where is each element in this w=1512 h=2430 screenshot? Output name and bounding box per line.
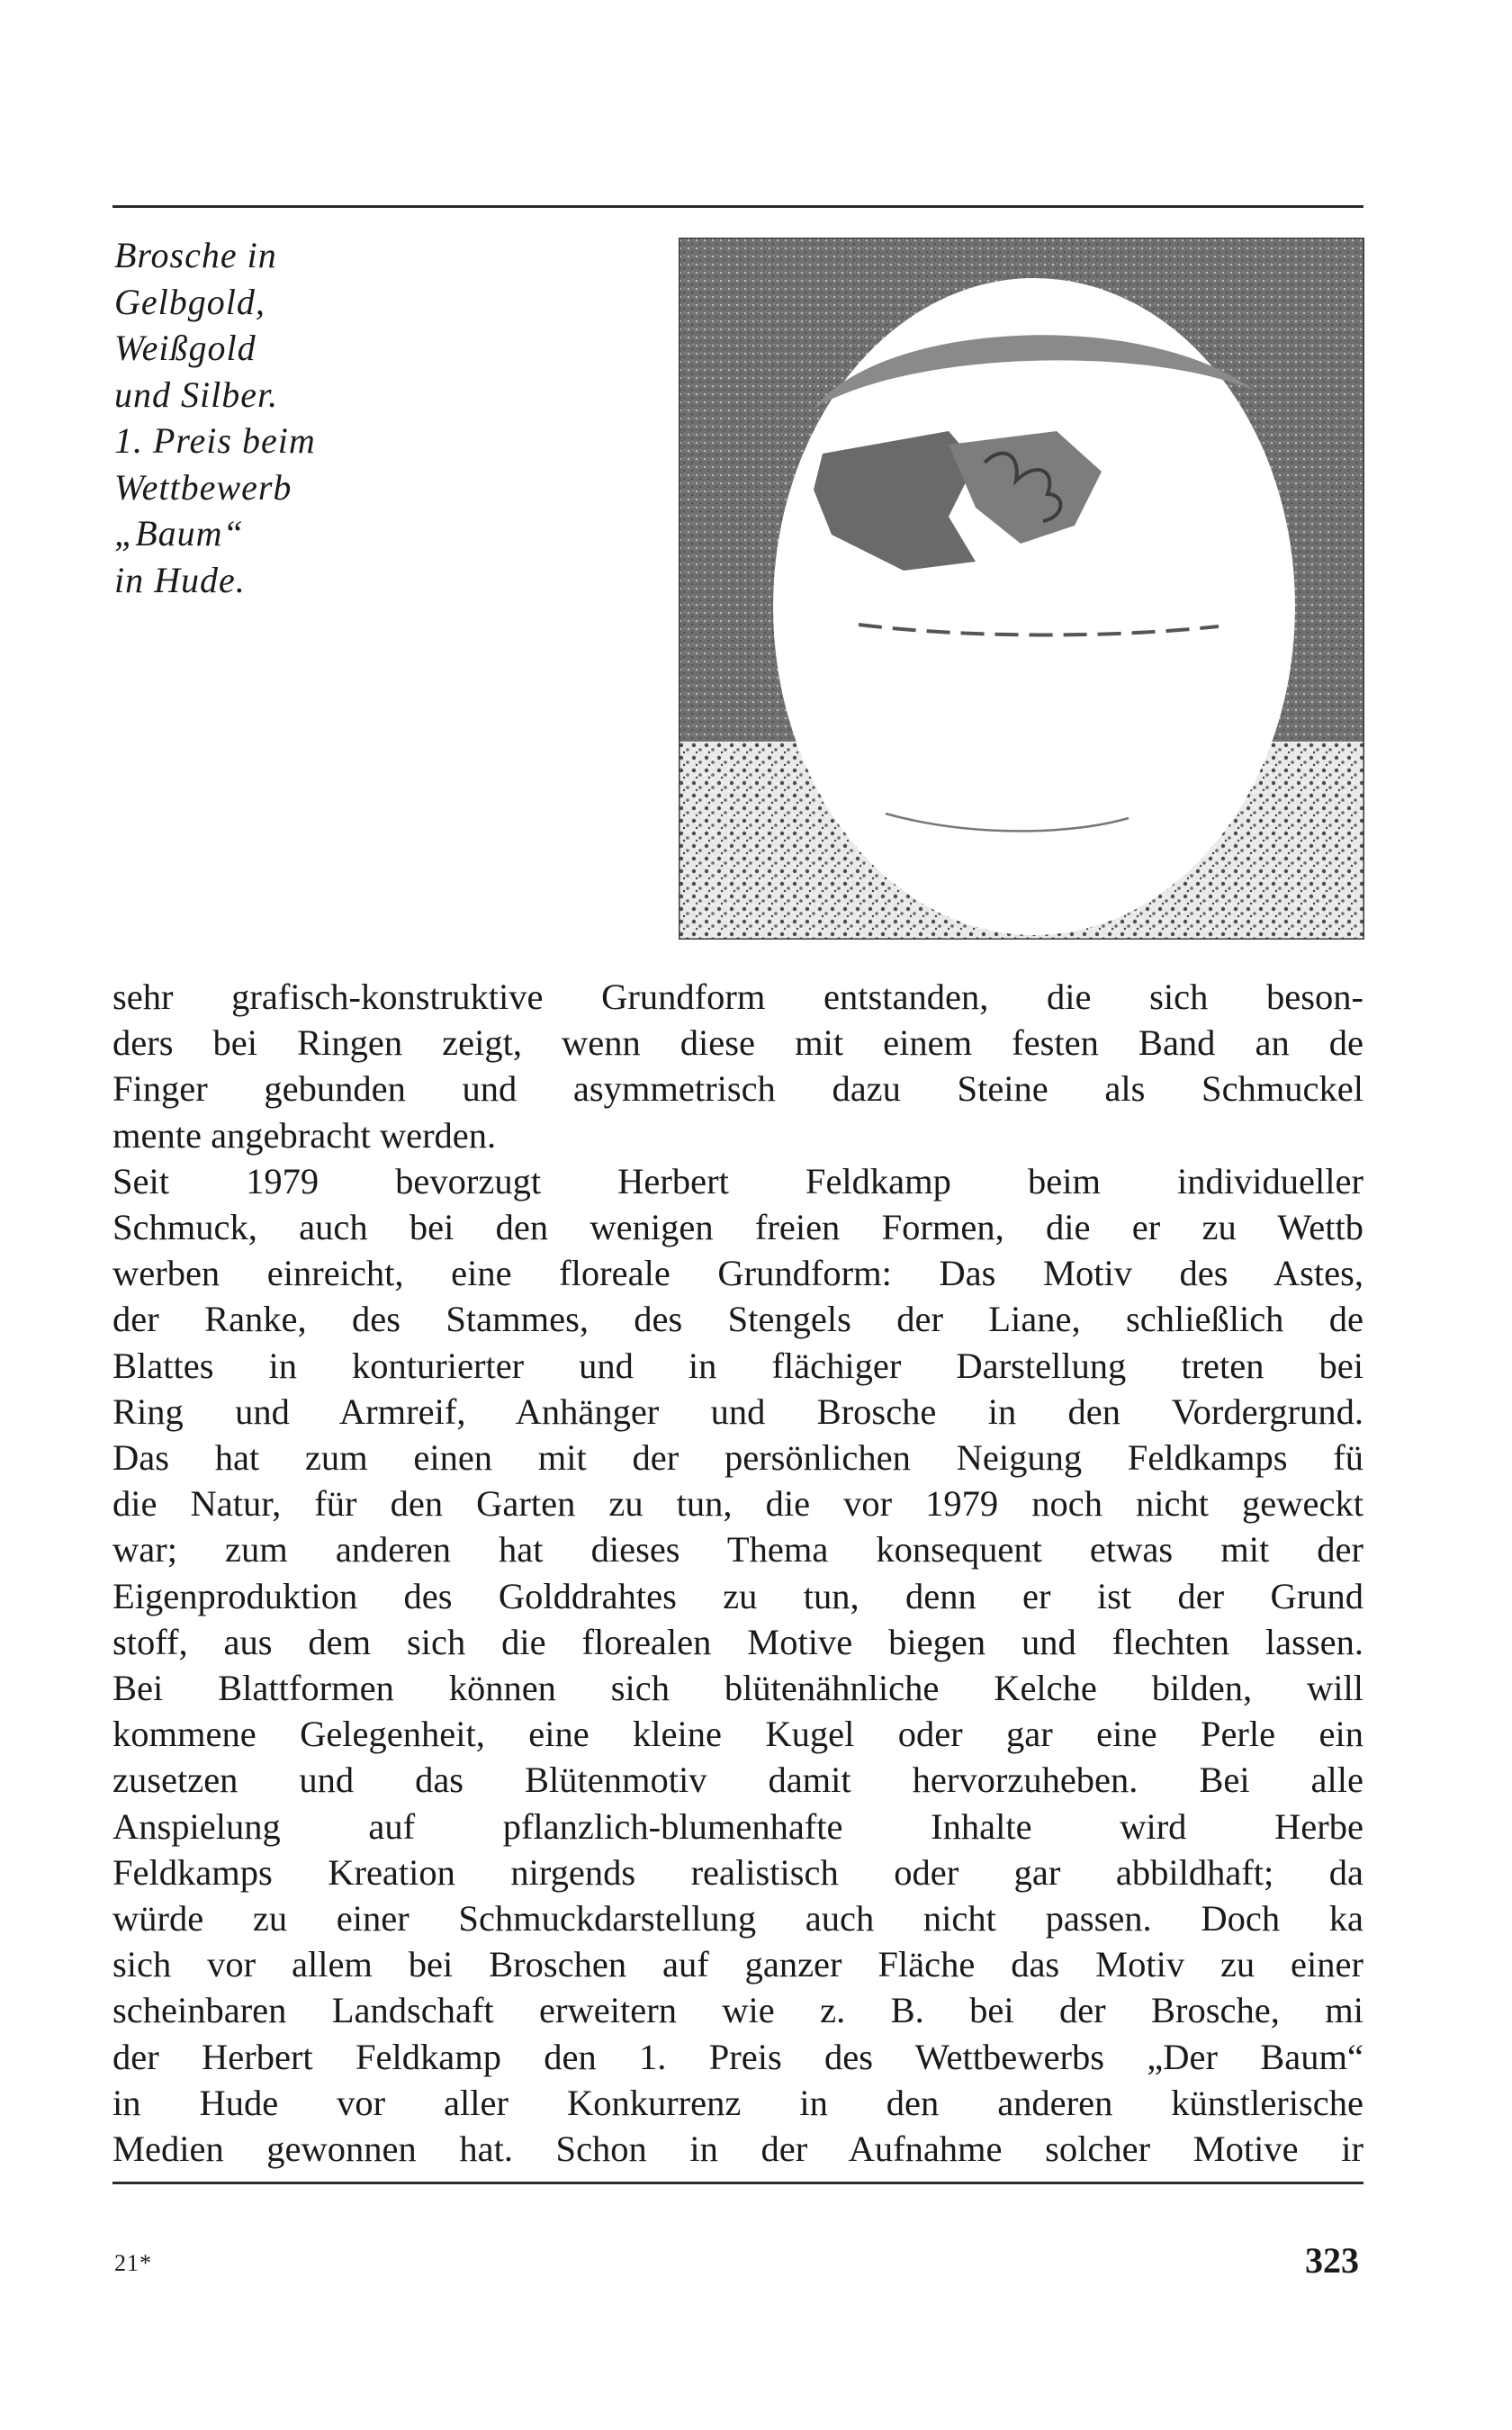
top-rule — [112, 205, 1364, 208]
text-line: Blattes in konturierter und in flächiger Darstellung treten bei — [112, 1345, 1364, 1386]
signature-mark: 21* — [114, 2250, 152, 2276]
text-line: die Natur, für den Garten zu tun, die vor 1979 noch nicht geweckt — [112, 1483, 1364, 1525]
text-line: Finger gebunden und asymmetrisch dazu Steine als Schmuckel — [112, 1068, 1364, 1110]
caption-line: 1. Preis beim — [114, 420, 316, 461]
text-line: war; zum anderen hat dieses Thema konsequent etwas mit der — [112, 1529, 1364, 1570]
caption-line: Gelbgold, — [114, 281, 266, 322]
caption-line: Brosche in — [114, 235, 277, 275]
text-line: der Herbert Feldkamp den 1. Preis des Wettbewerbs „Der Baum“ — [112, 2036, 1364, 2077]
text-line: Medien gewonnen hat. Schon in der Aufnahme solcher Motive ir — [112, 2128, 1364, 2170]
text-line: sich vor allem bei Broschen auf ganzer Fläche das Motiv zu einer — [112, 1944, 1364, 1985]
page-number: 323 — [1305, 2240, 1359, 2281]
text-line: Ring und Armreif, Anhänger und Brosche in den Vordergrund. — [112, 1390, 1364, 1432]
text-line: Das hat zum einen mit der persönlichen Neigung Feldkamps fü — [112, 1437, 1364, 1479]
caption-line: in Hude. — [114, 559, 246, 600]
text-line: werben einreicht, eine floreale Grundform: Das Motiv des Astes, — [112, 1253, 1364, 1294]
text-line: der Ranke, des Stammes, des Stengels der Liane, schließlich de — [112, 1299, 1364, 1340]
caption-line: „Baum“ — [114, 513, 244, 554]
text-line: kommene Gelegenheit, eine kleine Kugel oder gar eine Perle ein — [112, 1714, 1364, 1755]
text-line: mente angebracht werden. — [112, 1114, 497, 1156]
text-line: zusetzen und das Blütenmotiv damit hervorzuheben. Bei alle — [112, 1760, 1364, 1801]
caption-line: Wettbewerb — [114, 466, 292, 508]
figure-caption — [114, 232, 411, 603]
text-line: Seit 1979 bevorzugt Herbert Feldkamp beim individueller — [112, 1160, 1364, 1202]
text-line: Bei Blattformen können sich blütenähnliche Kelche bilden, will — [112, 1668, 1364, 1709]
text-line: ders bei Ringen zeigt, wenn diese mit einem festen Band an de — [112, 1022, 1364, 1064]
text-line: Eigenproduktion des Golddrahtes zu tun, denn er ist der Grund — [112, 1575, 1364, 1616]
text-line: in Hude vor aller Konkurrenz in den anderen künstlerische — [112, 2082, 1364, 2123]
text-line: scheinbaren Landschaft erweitern wie z. B. bei der Brosche, mi — [112, 1990, 1364, 2031]
bottom-rule — [112, 2182, 1364, 2184]
caption-line: und Silber. — [114, 374, 279, 415]
text-line: Feldkamps Kreation nirgends realistisch oder gar abbildhaft; da — [112, 1851, 1364, 1893]
text-line: Anspielung auf pflanzlich-blumenhafte Inhalte wird Herbe — [112, 1805, 1364, 1847]
brooch-photo — [679, 238, 1364, 940]
text-line: Schmuck, auch bei den wenigen freien Formen, die er zu Wettb — [112, 1207, 1364, 1248]
text-line: sehr grafisch-konstruktive Grundform entstanden, die sich beson- — [112, 976, 1364, 1017]
text-line: stoff, aus dem sich die florealen Motive biegen und flechten lassen. — [112, 1621, 1364, 1662]
text-line: würde zu einer Schmuckdarstellung auch nicht passen. Doch ka — [112, 1898, 1364, 1940]
caption-line: Weißgold — [114, 328, 256, 368]
body-text — [112, 974, 1364, 2172]
